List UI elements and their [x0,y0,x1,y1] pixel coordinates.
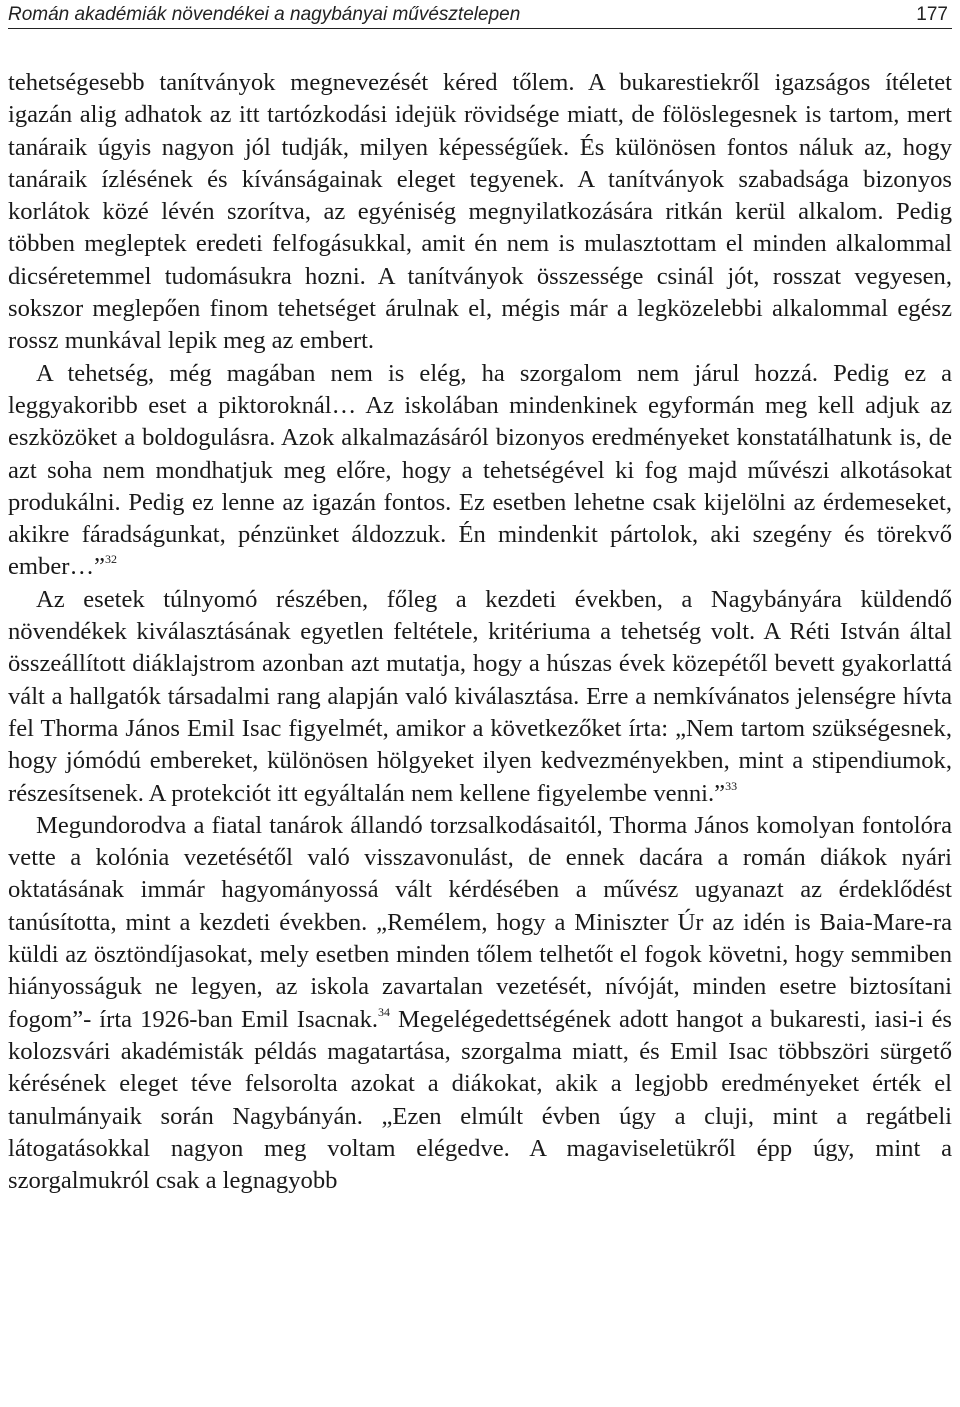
paragraph-text: Megelégedettségének adott hangot a bukaresti, iasi-i és kolozsvári akadémisták példás magatartása, szorgalma miatt, és Emil Isac többszöri sürgető kérésének eleget téve felsorolta azokat a diákokat, akik a legjobb eredményeket érték el tanulmányaik során Nagybányán. „Ezen elmúlt évben úgy a cluji, mint a regátbeli látogatásokkal nagyon meg voltam elégedve. A magaviseletükről épp úgy, mint a szorgalmukról csak a legnagyobb [8,1005,952,1195]
running-head [8,0,952,29]
paragraph-text: tehetségesebb tanítványok megnevezését kéred tőlem. A bukarestiekről igazságos ítéletet igazán alig adhatok az itt tartózkodási idejük rövidsége miatt, de fölöslegesnek is tartom, mert tanáraik úgyis nagyon jól tudják, milyen képességűek. És különösen fontos náluk az, hogy tanáraik ízlésének és kívánságainak eleget tegyenek. A tanítványok szabadsága bizonyos korlátok közé lévén szorítva, az egyéniség megnyilatkozására ritkán kerül alkalom. Pedig többen megleptek eredeti felfogásukkal, amit én nem is mulasztottam el minden alkalommal dicséretemmel tudomásukra hozni. A tanítványok összessége csinál jót, rosszat vegyesen, sokszor meglepően finom tehetséget árulnak el, mégis már a legközelebbi alkalommal egész rossz munkával lepik meg az embert. [8,69,952,355]
page-number: 177 [916,4,948,25]
footnote-ref: 33 [725,778,738,793]
paragraph [8,810,952,1198]
body-text [8,67,952,1197]
paragraph [8,67,952,358]
footnote-ref: 32 [104,552,117,567]
running-head-title: Román akadémiák növendékei a nagybányai művésztelepen [8,4,521,25]
paragraph [8,358,952,584]
paragraph-text: Az esetek túlnyomó részében, főleg a kezdeti években, a Nagybányára küldendő növendékek kiválasztásának egyetlen feltétele, kritériuma a tehetség volt. A Réti István által összeállított diáklajstrom azonban azt mutatja, hogy a húszas évek közepétől bevett gyakorlattá vált a hallgatók társadalmi rang alapján való kiválasztása. Erre a nemkívánatos jelenségre hívta fel Thorma János Emil Isac figyelmét, amikor a következőket írta: „Nem tartom szükségesnek, hogy jómódú embereket, különösen hölgyeket ilyen kedvezményekben, mint a stipendiumok, részesítsenek. A protekciót itt egyáltalán nem kellene figyelembe venni.” [8,585,952,807]
paragraph-text: A tehetség, még magában nem is elég, ha szorgalom nem járul hozzá. Pedig ez a leggyakoribb eset a piktoroknál… Az iskolában mindenkinek egyformán meg kell adjuk az eszközöket a boldogulásra. Azok alkalmazásáról bizonyos eredményeket konstatálhatunk is, de azt soha nem mondhatjuk meg előre, hogy a tehetségével ki fog majd művészi alkotásokat produkálni. Pedig ez lenne az igazán fontos. Ez esetben lehetne csak kijelölni az érdemeseket, akikre fáradságunkat, pénzünket áldozzuk. Én mindenkit pártolok, aki szegény és törekvő ember…” [8,359,952,581]
paragraph [8,584,952,810]
paragraph-text: Megundorodva a fiatal tanárok állandó torzsalkodásaitól, Thorma János komolyan fontolóra vette a kolónia vezetésétől való visszavonulást, de ennek dacára a román diákok nyári oktatásának immár hagyományossá vált kérdésében a művész ugyanazt az érdeklődést tanúsította, mint a kezdeti években. „Remélem, hogy a Miniszter Úr az idén is Baia-Mare-ra küldi az ösztöndíjasokat, mely esetben minden tőlem telhetőt el fogok követni, hogy semmiben hiányosságuk ne legyen, az iskola zavartalan vezetését, nívóját, minden esetre biztosítani fogom”- írta 1926-ban Emil Isacnak. [8,811,952,1033]
footnote-ref: 34 [378,1004,391,1019]
